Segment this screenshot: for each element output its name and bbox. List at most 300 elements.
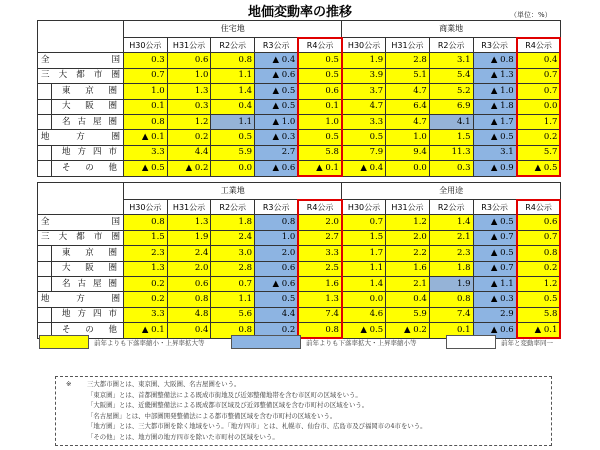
value-cell: ▲ 1.0 xyxy=(473,84,517,99)
value-cell: 0.4 xyxy=(211,99,255,114)
value-cell: 1.0 xyxy=(255,230,299,245)
value-cell: 7.4 xyxy=(429,307,473,322)
row-label xyxy=(38,230,124,245)
note-mark: ※ xyxy=(66,380,72,388)
row-label-char: 地 xyxy=(62,309,71,320)
indent-cell xyxy=(38,99,52,114)
value-cell: ▲ 0.6 xyxy=(255,276,299,291)
group-header: 工業地 xyxy=(124,183,342,200)
value-cell: 2.5 xyxy=(298,261,342,276)
row-label-char: 市 xyxy=(93,70,103,81)
value-cell: 0.0 xyxy=(517,99,561,114)
corner-cell xyxy=(38,21,124,53)
row-label xyxy=(38,215,124,230)
value-cell: 0.2 xyxy=(255,323,299,338)
value-cell: 1.1 xyxy=(211,114,255,129)
indent-cell xyxy=(38,246,52,261)
value-cell: 0.6 xyxy=(167,53,211,68)
indent-cell xyxy=(38,114,52,129)
value-cell: ▲ 0.1 xyxy=(124,323,168,338)
row-label-char: 大 xyxy=(58,232,68,243)
value-cell: ▲ 0.5 xyxy=(255,84,299,99)
column-header: R4公示 xyxy=(517,200,561,215)
group-header: 商業地 xyxy=(342,21,560,38)
row-label-char: 圏 xyxy=(108,116,117,127)
value-cell: 1.1 xyxy=(342,261,386,276)
value-cell: 4.7 xyxy=(386,84,430,99)
value-cell: 0.5 xyxy=(342,130,386,145)
value-cell: ▲ 0.6 xyxy=(255,161,299,176)
value-cell: ▲ 1.7 xyxy=(473,114,517,129)
value-cell: 5.7 xyxy=(517,145,561,160)
value-cell: ▲ 0.3 xyxy=(255,130,299,145)
table-row xyxy=(38,307,561,322)
value-cell: 1.8 xyxy=(429,261,473,276)
value-cell: 0.0 xyxy=(342,292,386,307)
value-cell: 1.9 xyxy=(429,276,473,291)
row-label-char: 京 xyxy=(85,85,94,96)
column-header: R4公示 xyxy=(298,200,342,215)
value-cell: 1.4 xyxy=(211,84,255,99)
row-label xyxy=(52,99,124,114)
value-cell: 1.0 xyxy=(298,114,342,129)
value-cell: 1.3 xyxy=(167,84,211,99)
value-cell: ▲ 0.2 xyxy=(167,161,211,176)
value-cell: 1.5 xyxy=(124,230,168,245)
value-cell: 4.7 xyxy=(342,99,386,114)
value-cell: ▲ 0.7 xyxy=(473,261,517,276)
value-cell: 0.8 xyxy=(167,292,211,307)
value-cell: 1.5 xyxy=(429,130,473,145)
value-cell: 1.9 xyxy=(167,230,211,245)
row-label-char: 古 xyxy=(77,116,86,127)
column-header: H30公示 xyxy=(342,200,386,215)
value-cell: 2.1 xyxy=(429,230,473,245)
legend-swatch-yellow xyxy=(39,335,89,349)
row-label xyxy=(38,292,124,307)
row-label-char: 圏 xyxy=(111,232,120,243)
value-cell: ▲ 1.0 xyxy=(255,114,299,129)
legend-item-same xyxy=(446,335,553,349)
note-line: 「その他」とは、地方圏の地方四市を除いた市町村の区域をいう。 xyxy=(87,432,279,441)
value-cell: 7.9 xyxy=(342,145,386,160)
value-cell: 2.3 xyxy=(429,246,473,261)
row-label-char: 圏 xyxy=(108,85,117,96)
column-header: R3公示 xyxy=(473,200,517,215)
group-header: 全用途 xyxy=(342,183,560,200)
value-cell: 9.4 xyxy=(386,145,430,160)
value-cell: 5.6 xyxy=(211,307,255,322)
legend xyxy=(0,335,600,353)
value-cell: 0.3 xyxy=(167,99,211,114)
value-cell: 2.4 xyxy=(211,230,255,245)
value-cell: 3.3 xyxy=(342,114,386,129)
value-cell: 0.2 xyxy=(517,130,561,145)
value-cell: 2.4 xyxy=(167,246,211,261)
row-label-char: 東 xyxy=(62,247,71,258)
column-header: H30公示 xyxy=(124,38,168,53)
table-row xyxy=(38,114,561,129)
value-cell: 1.0 xyxy=(167,68,211,83)
row-label-char: 名 xyxy=(62,278,71,289)
row-label xyxy=(38,130,124,145)
notes-box xyxy=(55,376,552,446)
value-cell: 0.3 xyxy=(124,53,168,68)
legend-item-worsened xyxy=(231,335,417,349)
row-label-char: 方 xyxy=(76,132,85,143)
land-price-table-residential-commercial xyxy=(37,20,561,177)
row-label-char: 市 xyxy=(108,309,117,320)
unit-label: （単位：%） xyxy=(510,11,552,19)
row-label-char: 市 xyxy=(93,232,103,243)
value-cell: 5.4 xyxy=(429,68,473,83)
value-cell: 0.8 xyxy=(211,323,255,338)
note-line: 「地方圏」とは、三大都市圏を除く地域をいう。「地方四市」とは、札幌市、仙台市、広島市及び福岡市の4市をいう。 xyxy=(87,422,427,431)
value-cell: 5.9 xyxy=(211,145,255,160)
value-cell: 0.0 xyxy=(386,161,430,176)
value-cell: ▲ 1.1 xyxy=(473,276,517,291)
value-cell: 3.0 xyxy=(211,246,255,261)
table-row xyxy=(38,215,561,230)
row-label xyxy=(52,261,124,276)
value-cell: 5.9 xyxy=(386,307,430,322)
value-cell: ▲ 0.5 xyxy=(342,323,386,338)
value-cell: 0.8 xyxy=(211,53,255,68)
value-cell: 0.5 xyxy=(298,53,342,68)
value-cell: 0.7 xyxy=(517,84,561,99)
column-header: H31公示 xyxy=(386,200,430,215)
value-cell: ▲ 0.5 xyxy=(255,99,299,114)
value-cell: 0.0 xyxy=(211,161,255,176)
value-cell: 0.7 xyxy=(124,68,168,83)
value-cell: 0.3 xyxy=(429,161,473,176)
value-cell: 0.1 xyxy=(124,99,168,114)
value-cell: 1.0 xyxy=(386,130,430,145)
value-cell: 1.2 xyxy=(386,215,430,230)
value-cell: 4.7 xyxy=(386,114,430,129)
value-cell: 0.6 xyxy=(167,276,211,291)
row-label-char: 名 xyxy=(62,116,71,127)
value-cell: 2.0 xyxy=(167,261,211,276)
row-label-char: 全 xyxy=(41,217,50,228)
row-label-char: 全 xyxy=(41,55,50,66)
value-cell: 0.7 xyxy=(342,215,386,230)
value-cell: 4.4 xyxy=(255,307,299,322)
note-line: 「大阪圏」とは、近畿圏整備法による既成都市区域及び近郊整備区域を含む市町村の区域をいう。 xyxy=(87,401,369,410)
value-cell: 0.8 xyxy=(124,215,168,230)
indent-cell xyxy=(38,84,52,99)
value-cell: ▲ 0.7 xyxy=(473,230,517,245)
table-row xyxy=(38,145,561,160)
value-cell: 0.5 xyxy=(298,130,342,145)
value-cell: 3.1 xyxy=(429,53,473,68)
row-label-char: 古 xyxy=(77,278,86,289)
table-row xyxy=(38,261,561,276)
value-cell: 1.2 xyxy=(167,114,211,129)
value-cell: 0.8 xyxy=(517,246,561,261)
column-header: R4公示 xyxy=(298,38,342,53)
table-row xyxy=(38,246,561,261)
value-cell: ▲ 0.5 xyxy=(517,161,561,176)
column-header: H30公示 xyxy=(342,38,386,53)
value-cell: ▲ 0.1 xyxy=(517,323,561,338)
value-cell: 0.6 xyxy=(298,84,342,99)
table-row xyxy=(38,292,561,307)
column-header: R4公示 xyxy=(517,38,561,53)
indent-cell xyxy=(38,261,52,276)
table-row xyxy=(38,276,561,291)
value-cell: 1.2 xyxy=(517,276,561,291)
row-label xyxy=(52,114,124,129)
row-label-char: 方 xyxy=(76,294,85,305)
value-cell: ▲ 0.8 xyxy=(473,53,517,68)
table-row xyxy=(38,68,561,83)
value-cell: 1.6 xyxy=(298,276,342,291)
column-header: H30公示 xyxy=(124,200,168,215)
value-cell: ▲ 0.9 xyxy=(473,161,517,176)
indent-cell xyxy=(38,307,52,322)
value-cell: ▲ 0.6 xyxy=(255,68,299,83)
value-cell: ▲ 0.1 xyxy=(298,161,342,176)
indent-cell xyxy=(38,161,52,176)
value-cell: ▲ 0.5 xyxy=(473,130,517,145)
row-label-char: 屋 xyxy=(92,116,102,127)
value-cell: 0.2 xyxy=(517,261,561,276)
value-cell: 4.8 xyxy=(167,307,211,322)
value-cell: 1.4 xyxy=(342,276,386,291)
row-label-char: 屋 xyxy=(92,278,102,289)
row-label-char: 地 xyxy=(62,147,71,158)
value-cell: 1.3 xyxy=(124,261,168,276)
value-cell: 0.4 xyxy=(517,53,561,68)
row-label-char: 国 xyxy=(111,217,120,228)
value-cell: 3.9 xyxy=(342,68,386,83)
value-cell: 1.5 xyxy=(342,230,386,245)
row-label-char: 圏 xyxy=(108,101,117,112)
row-label-char: 地 xyxy=(41,294,50,305)
value-cell: 6.4 xyxy=(386,99,430,114)
value-cell: 0.8 xyxy=(255,215,299,230)
value-cell: 1.9 xyxy=(342,53,386,68)
value-cell: 4.4 xyxy=(167,145,211,160)
value-cell: 1.3 xyxy=(298,292,342,307)
value-cell: 0.5 xyxy=(298,68,342,83)
value-cell: ▲ 0.4 xyxy=(342,161,386,176)
row-label-char: 圏 xyxy=(108,278,117,289)
value-cell: ▲ 1.3 xyxy=(473,68,517,83)
row-label-char: 方 xyxy=(77,309,86,320)
value-cell: 6.9 xyxy=(429,99,473,114)
value-cell: 2.7 xyxy=(298,230,342,245)
value-cell: 0.6 xyxy=(255,261,299,276)
value-cell: 0.2 xyxy=(124,276,168,291)
column-header: R3公示 xyxy=(255,38,299,53)
value-cell: 1.4 xyxy=(429,215,473,230)
table-row xyxy=(38,161,561,176)
row-label-char: 四 xyxy=(92,309,102,320)
legend-swatch-white xyxy=(446,335,496,349)
land-price-table-industrial-all xyxy=(37,182,561,339)
column-header: R3公示 xyxy=(473,38,517,53)
row-label-char: 地 xyxy=(41,132,50,143)
row-label-char: そ xyxy=(62,162,71,173)
table-row xyxy=(38,230,561,245)
value-cell: 0.5 xyxy=(517,292,561,307)
column-header: R2公示 xyxy=(429,38,473,53)
column-header: R2公示 xyxy=(211,38,255,53)
legend-item-improved xyxy=(39,335,205,349)
value-cell: 5.8 xyxy=(298,145,342,160)
row-label-char: 圏 xyxy=(108,247,117,258)
table-row xyxy=(38,84,561,99)
value-cell: 0.8 xyxy=(124,114,168,129)
value-cell: 1.8 xyxy=(211,215,255,230)
value-cell: 0.8 xyxy=(429,292,473,307)
value-cell: 11.3 xyxy=(429,145,473,160)
value-cell: 1.3 xyxy=(167,215,211,230)
row-label-char: 圏 xyxy=(111,70,120,81)
row-label-char: 市 xyxy=(108,147,117,158)
row-label xyxy=(52,276,124,291)
column-header: H31公示 xyxy=(386,38,430,53)
row-label-char: 四 xyxy=(92,147,102,158)
row-label-char: 圏 xyxy=(111,132,120,143)
value-cell: 4.1 xyxy=(429,114,473,129)
value-cell: 2.8 xyxy=(386,53,430,68)
value-cell: 0.4 xyxy=(386,292,430,307)
value-cell: 0.5 xyxy=(255,292,299,307)
column-header: R3公示 xyxy=(255,200,299,215)
legend-swatch-blue xyxy=(231,335,301,349)
row-label-char: 方 xyxy=(77,147,86,158)
value-cell: 0.8 xyxy=(298,323,342,338)
value-cell: 1.7 xyxy=(342,246,386,261)
row-label xyxy=(52,246,124,261)
legend-text: 前年よりも下落率拡大・上昇率縮小等 xyxy=(306,338,417,347)
value-cell: 1.6 xyxy=(386,261,430,276)
row-label-char: 阪 xyxy=(85,263,94,274)
row-label-char: 大 xyxy=(62,101,71,112)
value-cell: 2.1 xyxy=(386,276,430,291)
value-cell: 0.7 xyxy=(211,276,255,291)
value-cell: ▲ 0.4 xyxy=(255,53,299,68)
row-label-char: 三 xyxy=(41,232,50,243)
row-label xyxy=(52,84,124,99)
value-cell: 2.7 xyxy=(255,145,299,160)
value-cell: ▲ 0.6 xyxy=(473,323,517,338)
row-label-char: 大 xyxy=(58,70,68,81)
legend-text: 前年と変動率同一 xyxy=(501,338,553,347)
value-cell: 5.2 xyxy=(429,84,473,99)
value-cell: 0.2 xyxy=(124,292,168,307)
value-cell: ▲ 0.5 xyxy=(473,246,517,261)
value-cell: 3.1 xyxy=(473,145,517,160)
row-label-char: 都 xyxy=(76,70,85,81)
column-header: H31公示 xyxy=(167,38,211,53)
value-cell: 0.4 xyxy=(167,323,211,338)
group-header: 住宅地 xyxy=(124,21,342,38)
value-cell: 2.0 xyxy=(298,215,342,230)
value-cell: 0.5 xyxy=(211,130,255,145)
row-label-char: 阪 xyxy=(85,101,94,112)
value-cell: 2.2 xyxy=(386,246,430,261)
table-row xyxy=(38,130,561,145)
row-label xyxy=(38,53,124,68)
note-line: 三大都市圏とは、東京圏、大阪圏、名古屋圏をいう。 xyxy=(87,380,241,388)
value-cell: ▲ 0.1 xyxy=(124,130,168,145)
column-header: R2公示 xyxy=(429,200,473,215)
row-label-char: そ xyxy=(62,324,71,335)
value-cell: 2.3 xyxy=(124,246,168,261)
note-lines xyxy=(87,379,427,443)
row-label-char: の xyxy=(85,162,94,173)
value-cell: 2.8 xyxy=(211,261,255,276)
row-label-char: 他 xyxy=(108,162,117,173)
legend-text: 前年よりも下落率縮小・上昇率拡大等 xyxy=(94,338,205,347)
row-label-char: 都 xyxy=(76,232,85,243)
row-label-char: 国 xyxy=(111,55,120,66)
value-cell: 2.0 xyxy=(386,230,430,245)
value-cell: 5.1 xyxy=(386,68,430,83)
value-cell: ▲ 1.8 xyxy=(473,99,517,114)
row-label-char: 圏 xyxy=(108,263,117,274)
value-cell: 1.1 xyxy=(211,68,255,83)
value-cell: 1.0 xyxy=(124,84,168,99)
row-label xyxy=(52,145,124,160)
row-label-char: 東 xyxy=(62,85,71,96)
value-cell: 3.3 xyxy=(298,246,342,261)
row-label-char: の xyxy=(85,324,94,335)
value-cell: 2.9 xyxy=(473,307,517,322)
table-row xyxy=(38,99,561,114)
value-cell: 4.6 xyxy=(342,307,386,322)
value-cell: ▲ 0.5 xyxy=(124,161,168,176)
value-cell: 3.3 xyxy=(124,307,168,322)
value-cell: 0.1 xyxy=(429,323,473,338)
value-cell: 0.7 xyxy=(517,230,561,245)
note-line: 「名古屋圏」とは、中部圏開発整備法による都市整備区域を含む市町村の区域をいう。 xyxy=(87,411,337,420)
value-cell: 1.1 xyxy=(211,292,255,307)
value-cell: 0.6 xyxy=(517,215,561,230)
value-cell: 7.4 xyxy=(298,307,342,322)
value-cell: 0.2 xyxy=(167,130,211,145)
value-cell: ▲ 0.2 xyxy=(386,323,430,338)
note-line: 「東京圏」とは、首都圏整備法による既成市街地及び近郊整備地帯を含む市区町の区域をいう。 xyxy=(87,390,362,399)
row-label xyxy=(52,161,124,176)
row-label xyxy=(38,68,124,83)
table-row xyxy=(38,53,561,68)
column-header: R2公示 xyxy=(211,200,255,215)
indent-cell xyxy=(38,276,52,291)
value-cell: 1.7 xyxy=(517,114,561,129)
value-cell: 0.7 xyxy=(517,68,561,83)
row-label-char: 他 xyxy=(108,324,117,335)
page-title: 地価変動率の推移 xyxy=(247,5,352,20)
value-cell: ▲ 0.3 xyxy=(473,292,517,307)
indent-cell xyxy=(38,145,52,160)
row-label xyxy=(52,307,124,322)
row-label-char: 三 xyxy=(41,70,50,81)
row-label-char: 大 xyxy=(62,263,71,274)
value-cell: 0.1 xyxy=(298,99,342,114)
row-label-char: 圏 xyxy=(111,294,120,305)
value-cell: 2.0 xyxy=(255,246,299,261)
value-cell: ▲ 0.5 xyxy=(473,215,517,230)
corner-cell xyxy=(38,183,124,215)
value-cell: 3.7 xyxy=(342,84,386,99)
column-header: H31公示 xyxy=(167,200,211,215)
value-cell: 5.8 xyxy=(517,307,561,322)
